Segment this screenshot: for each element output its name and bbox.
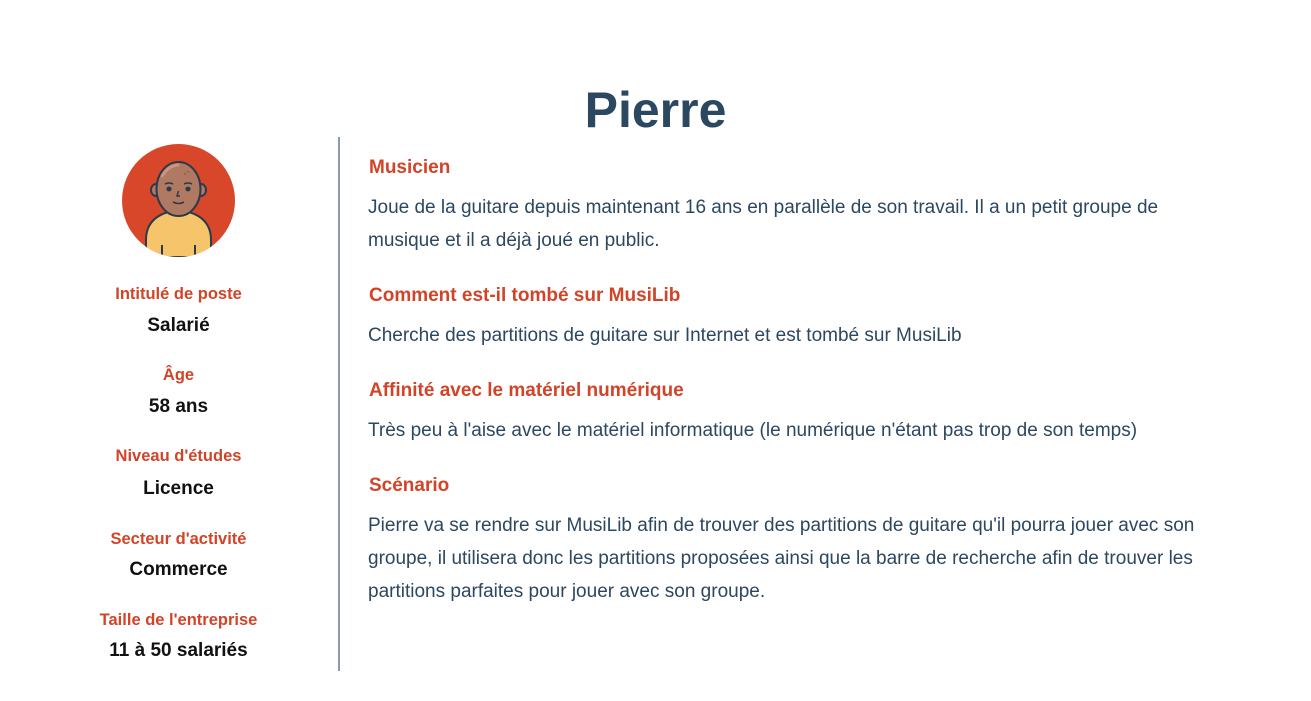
field-value-job-title: Salarié <box>147 315 210 336</box>
section-heading-musician: Musicien <box>369 157 451 178</box>
section-text-digital-affinity: Très peu à l'aise avec le matériel informatique (le numérique n'étant pas trop de son temps) <box>368 420 1138 441</box>
section-heading-scenario: Scénario <box>369 475 450 496</box>
section-heading-digital-affinity: Affinité avec le matériel numérique <box>369 380 684 401</box>
field-label-age: Âge <box>162 366 195 384</box>
field-label-sector: Secteur d'activité <box>110 530 247 548</box>
field-label-job-title: Intitulé de poste <box>115 285 242 303</box>
field-value-education: Licence <box>143 478 214 499</box>
section-text-musician: Joue de la guitare depuis maintenant 16 ans en parallèle de son travail. Il a un petit groupe de musique et il a déjà joué en public. <box>368 197 1159 251</box>
vertical-divider <box>338 137 340 671</box>
field-label-company-size: Taille de l'entreprise <box>99 611 258 629</box>
bald-man-avatar-icon <box>122 144 235 257</box>
section-text-discovery: Cherche des partitions de guitare sur Internet et est tombé sur MusiLib <box>368 325 962 346</box>
avatar <box>122 144 235 257</box>
field-label-education: Niveau d'études <box>115 447 242 465</box>
field-value-company-size: 11 à 50 salariés <box>109 640 248 661</box>
section-text-scenario: Pierre va se rendre sur MusiLib afin de trouver des partitions de guitare qu'il pourra jouer avec son groupe, il utilisera donc les partitions proposées ainsi que la barre de recherche afin de trouver les partitions parfaites pour jouer avec son groupe. <box>368 515 1195 602</box>
persona-name: Pierre <box>584 81 727 138</box>
field-value-age: 58 ans <box>148 396 209 417</box>
field-value-sector: Commerce <box>129 559 228 580</box>
section-heading-discovery: Comment est-il tombé sur MusiLib <box>369 285 681 306</box>
